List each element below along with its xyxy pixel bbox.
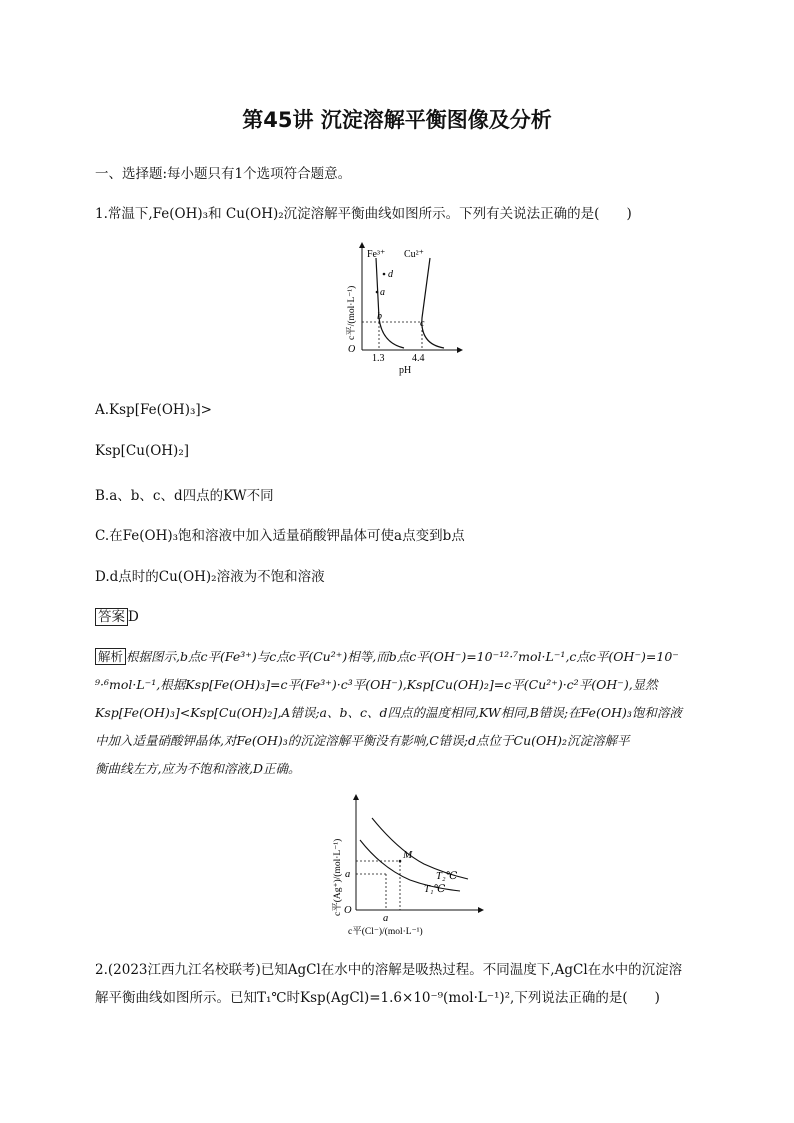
tick-1-3: 1.3 [372,353,385,364]
cu2-label: Cu²⁺ [404,249,424,260]
point-m-label: M [403,849,413,861]
y-axis-label: c平/(mol·L⁻¹) [347,285,357,340]
page-title: 第45讲 沉淀溶解平衡图像及分析 [242,108,552,132]
y-axis-arrow [359,242,365,248]
fe3-label: Fe³⁺ [367,249,386,260]
point-a-marker [376,291,379,294]
option-a-part1: A.Ksp[Fe(OH)₃]> [95,402,212,418]
analysis-line-4: 中加入适量硝酸钾晶体,对Fe(OH)₃的沉淀溶解平衡没有影响,C错误;d点位于Cu(OH)₂沉淀溶解平 [95,733,630,748]
t2-label: T₂℃ [436,871,458,882]
t2-curve [372,818,468,879]
analysis-label: 解析 [95,648,126,665]
question-1-stem: 1.常温下,Fe(OH)₃和 Cu(OH)₂沉淀溶解平衡曲线如图所示。下列有关说法正确的是( ) [95,206,632,222]
option-b: B.a、b、c、d四点的KW不同 [95,488,274,504]
answer-line [95,605,139,625]
figure-2-chart [320,790,485,940]
origin-label: O [344,905,352,916]
x-axis-label: c平(Cl⁻)/(mol·L⁻¹) [348,927,423,937]
y-axis-arrow [353,794,359,800]
tick-4-4: 4.4 [412,353,425,364]
x-axis-arrow [478,907,484,913]
origin-label: O [348,344,356,355]
point-m-marker [399,860,402,863]
analysis-line-3: Ksp[Fe(OH)₃]<Ksp[Cu(OH)₂],A错误;a、b、c、d四点的温度相同,KW相同,B错误;在Fe(OH)₃饱和溶液 [95,705,682,720]
point-a-label: a [380,287,385,298]
analysis-line-1 [95,647,679,665]
analysis-line-2: ⁹·⁶mol·L⁻¹,根据Ksp[Fe(OH)₃]=c平(Fe³⁺)·c³平(OH⁻),Ksp[Cu(OH)₂]=c平(Cu²⁺)·c²平(OH⁻),显然 [95,677,658,692]
question-2-stem-line-2: 解平衡曲线如图所示。已知T₁℃时Ksp(AgCl)=1.6×10⁻⁹(mol·L⁻¹)²,下列说法正确的是( ) [95,990,660,1006]
point-d-label: d [388,269,393,280]
option-c: C.在Fe(OH)₃饱和溶液中加入适量硝酸钾晶体可使a点变到b点 [95,528,465,544]
section-heading: 一、选择题:每小题只有1个选项符合题意。 [95,166,352,182]
t1-label: T₁℃ [424,884,446,895]
option-a-part2: Ksp[Cu(OH)₂] [95,443,189,459]
cu2-curve [422,258,444,348]
tick-x-a: a [383,913,389,924]
y-axis-label: c平(Ag⁺)/(mol·L⁻¹) [333,838,343,916]
option-d: D.d点时的Cu(OH)₂溶液为不饱和溶液 [95,569,325,585]
point-d-marker [383,273,386,276]
answer-label: 答案 [95,608,128,626]
analysis-line-5: 衡曲线左方,应为不饱和溶液,D正确。 [95,761,301,776]
x-axis-arrow [457,347,463,353]
figure-1-chart [332,240,464,378]
x-axis-label: pH [399,365,412,376]
point-b-label: b [377,311,382,322]
analysis-text-1: 根据图示,b点c平(Fe³⁺)与c点c平(Cu²⁺)相等,而b点c平(OH⁻)=10⁻¹²·⁷mol·L⁻¹,c点c平(OH⁻)=10⁻ [126,649,679,664]
question-2-stem-line-1: 2.(2023江西九江名校联考)已知AgCl在水中的溶解是吸热过程。不同温度下,AgCl在水中的沉淀溶 [95,962,683,978]
answer-value: D [128,609,139,625]
tick-y-a: a [345,869,351,880]
point-c-label: c [420,318,425,329]
